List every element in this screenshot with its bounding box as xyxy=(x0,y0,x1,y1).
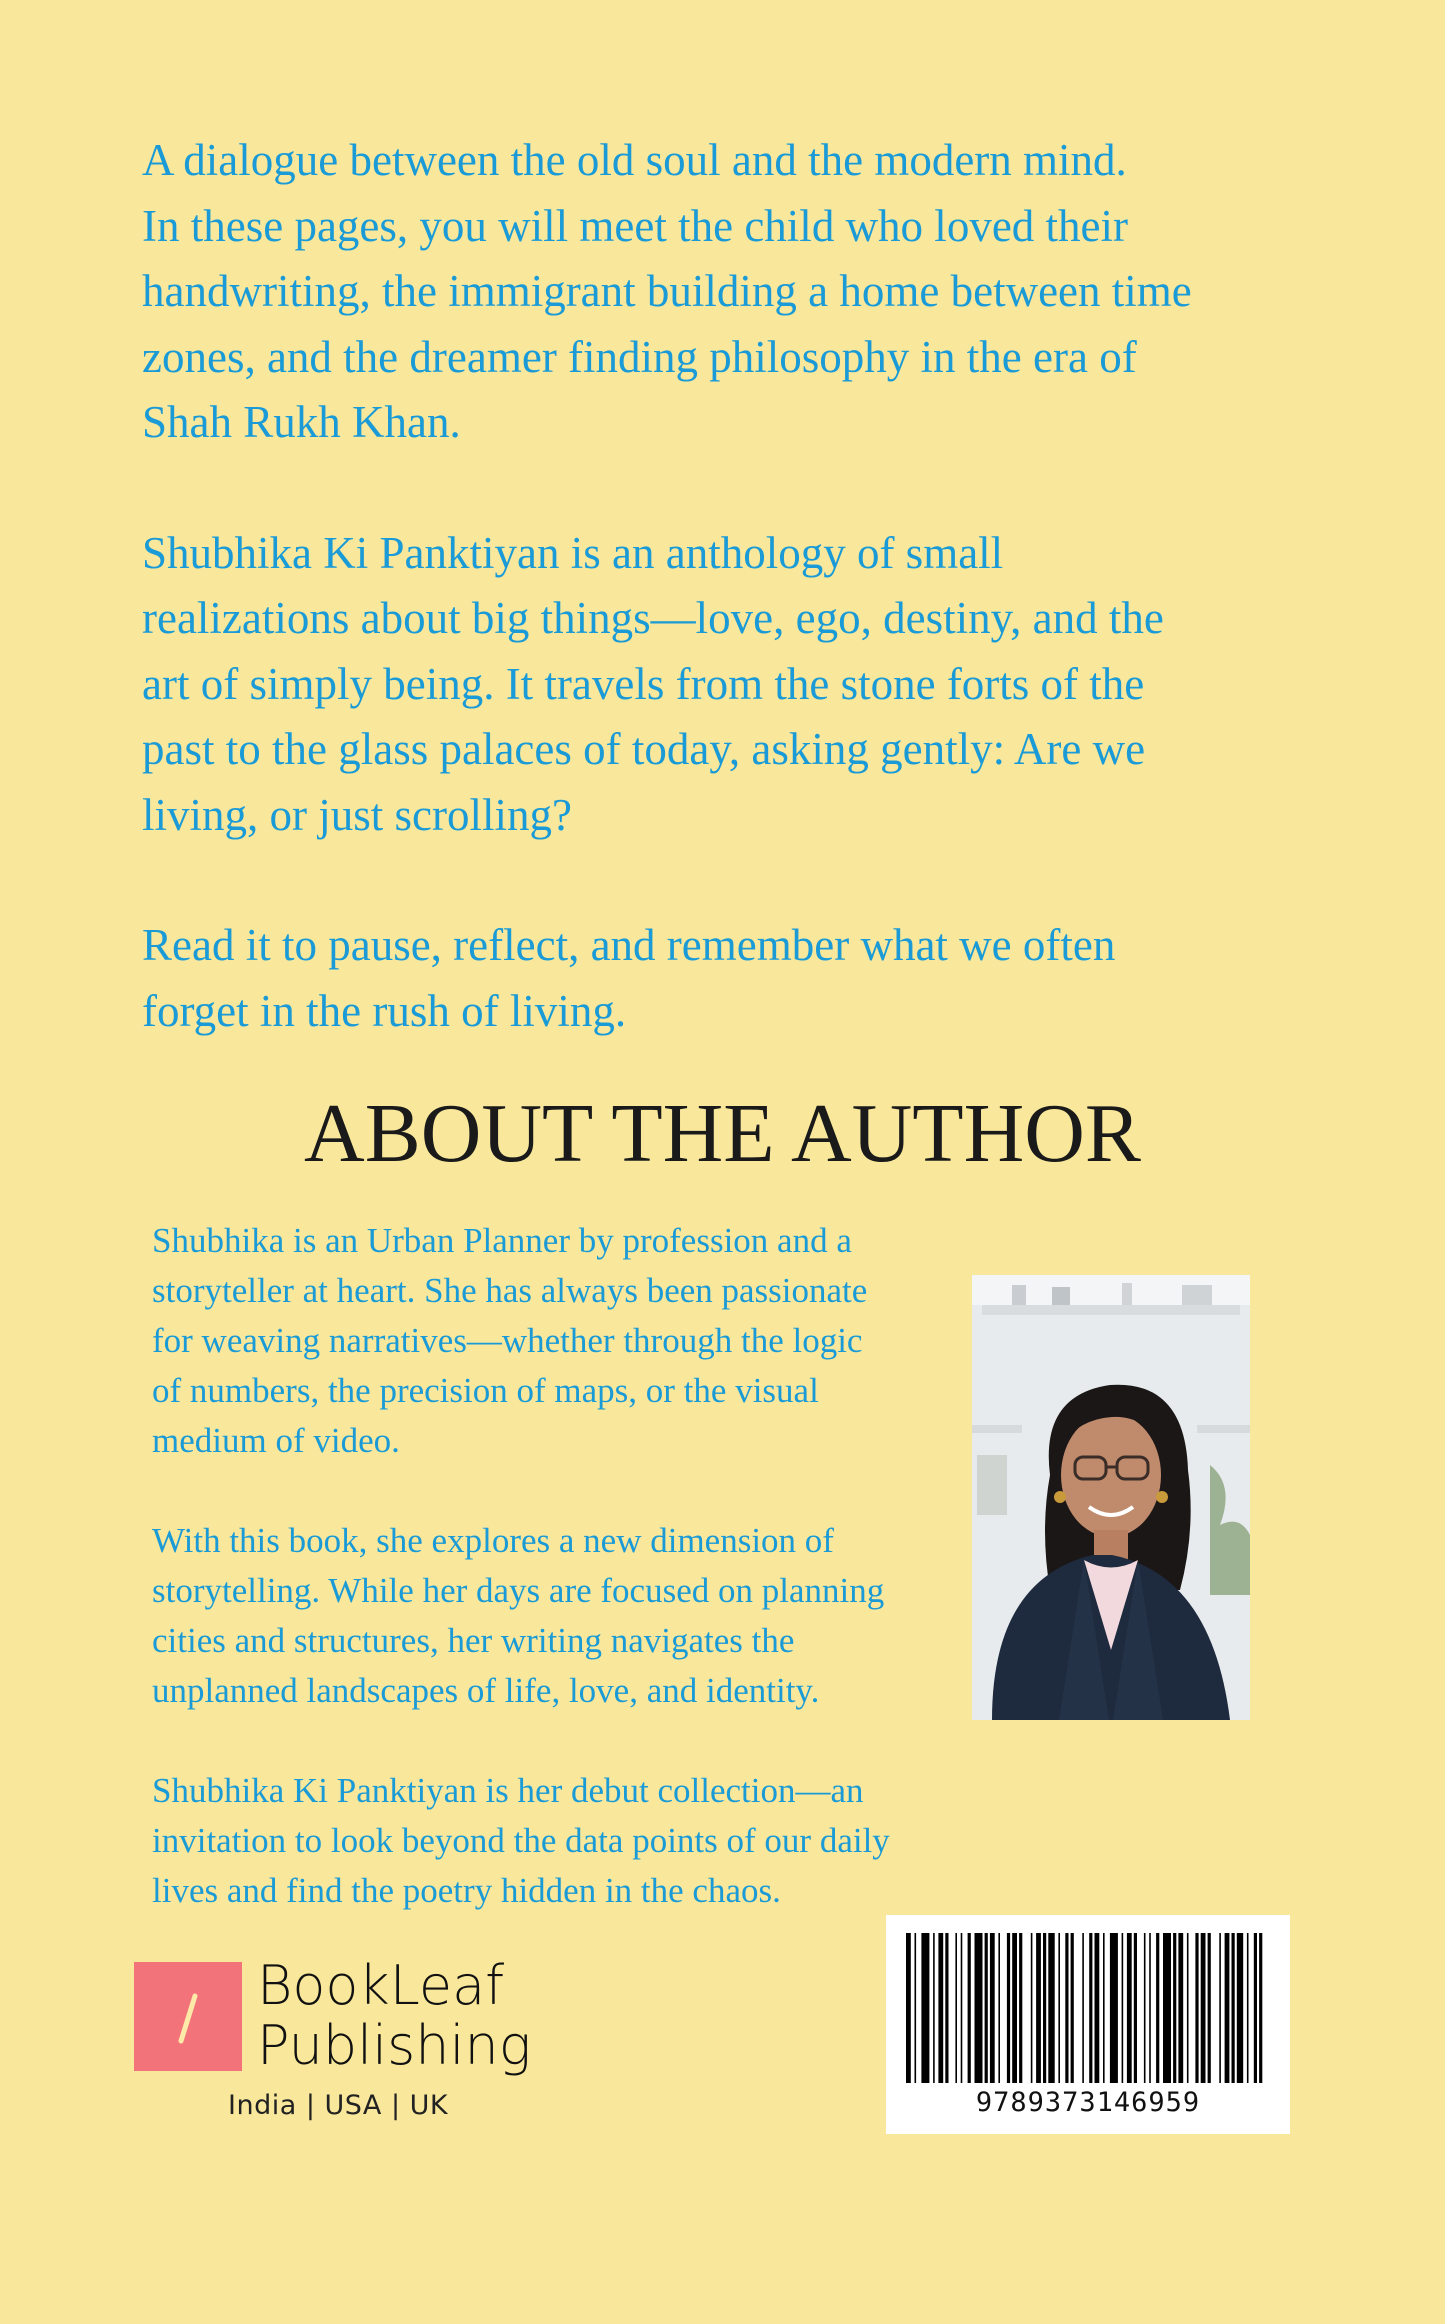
barcode-bar xyxy=(1019,1933,1022,2083)
barcode-bar xyxy=(990,1933,995,2083)
barcode-bar xyxy=(1195,1933,1198,2083)
bio-line: storytelling. While her days are focused on planning xyxy=(152,1571,885,1610)
barcode-bar xyxy=(1122,1933,1124,2083)
author-portrait-image xyxy=(972,1275,1250,1720)
barcode-bar xyxy=(945,1933,948,2083)
blurb-line: realizations about big things—love, ego, destiny, and the xyxy=(142,593,1164,643)
bio-paragraph-3 xyxy=(152,1766,972,1916)
slash-icon xyxy=(134,1962,242,2071)
barcode-bar xyxy=(1103,1933,1105,2083)
barcode-bar xyxy=(1036,1933,1041,2083)
author-bio xyxy=(152,1216,972,1966)
blurb-paragraph-1 xyxy=(142,128,1342,456)
blurb-paragraph-3 xyxy=(142,913,1342,1044)
blurb-line: A dialogue between the old soul and the modern mind. xyxy=(142,135,1127,185)
back-cover-blurb xyxy=(142,128,1342,1109)
bio-line: Shubhika is an Urban Planner by profession and a xyxy=(152,1221,852,1260)
barcode-bar xyxy=(1089,1933,1092,2083)
bio-paragraph-1 xyxy=(152,1216,972,1466)
barcode-bar xyxy=(1173,1933,1176,2083)
blurb-paragraph-2 xyxy=(142,521,1342,849)
barcode-bar xyxy=(998,1933,1000,2083)
bio-line: lives and find the poetry hidden in the chaos. xyxy=(152,1871,781,1910)
barcode-bar xyxy=(1012,1933,1017,2083)
barcode-bar xyxy=(1187,1933,1189,2083)
barcode-bar xyxy=(955,1933,957,2083)
barcode-bar xyxy=(933,1933,935,2083)
barcode-bar xyxy=(1163,1933,1171,2083)
blurb-line: Shah Rukh Khan. xyxy=(142,397,461,447)
publisher-name xyxy=(257,1956,531,2076)
barcode-bar xyxy=(906,1933,911,2083)
isbn-number: 9789373146959 xyxy=(975,2087,1201,2118)
barcode-bar xyxy=(1201,1933,1206,2083)
barcode-bar xyxy=(1232,1933,1235,2083)
barcode-bar xyxy=(1058,1933,1060,2083)
barcode-bar xyxy=(1144,1933,1146,2083)
barcode-bar xyxy=(1219,1933,1221,2083)
blurb-line: forget in the rush of living. xyxy=(142,985,627,1036)
blurb-line: zones, and the dreamer finding philosophy in the era of xyxy=(142,331,1137,382)
blurb-line: Read it to pause, reflect, and remember what we often xyxy=(142,920,1116,970)
barcode-bar xyxy=(1259,1933,1262,2083)
blurb-line: past to the glass palaces of today, asking gently: Are we xyxy=(142,724,1146,774)
barcode-bar xyxy=(921,1933,929,2083)
barcode-icon xyxy=(902,1933,1274,2083)
blurb-line: In these pages, you will meet the child who loved their xyxy=(142,200,1129,251)
bookleaf-logo-mark xyxy=(134,1962,242,2071)
barcode-bar xyxy=(1178,1933,1183,2083)
barcode-bar xyxy=(1007,1933,1010,2083)
barcode-bar xyxy=(1071,1933,1074,2083)
barcode-bar xyxy=(1043,1933,1046,2083)
bio-line: cities and structures, her writing navigates the xyxy=(152,1621,795,1660)
bio-line: medium of video. xyxy=(152,1421,400,1460)
barcode-bar xyxy=(1208,1933,1211,2083)
barcode-bar xyxy=(961,1933,963,2083)
barcode-bar xyxy=(975,1933,983,2083)
bio-line: With this book, she explores a new dimension of xyxy=(152,1521,834,1560)
barcode-bar xyxy=(915,1933,917,2083)
barcode-bar xyxy=(1247,1933,1249,2083)
barcode-bar xyxy=(1225,1933,1230,2083)
barcode-bar xyxy=(1031,1933,1033,2083)
bio-paragraph-2 xyxy=(152,1516,972,1716)
bio-line: for weaving narratives—whether through the logic xyxy=(152,1321,863,1360)
publisher-regions: India | USA | UK xyxy=(228,2090,449,2121)
publisher-name-line-2: Publishing xyxy=(257,2014,532,2077)
blurb-line: living, or just scrolling? xyxy=(142,789,572,840)
blurb-line: handwriting, the immigrant building a home between time xyxy=(142,266,1192,316)
barcode-bar xyxy=(1065,1933,1068,2083)
barcode-bar xyxy=(1237,1933,1243,2083)
barcode-bar xyxy=(968,1933,971,2083)
barcode-bar xyxy=(938,1933,943,2083)
barcode-bar xyxy=(1048,1933,1054,2083)
blurb-line: Shubhika Ki Panktiyan is an anthology of small xyxy=(142,527,1004,578)
barcode-bar xyxy=(1095,1933,1100,2083)
isbn-barcode xyxy=(886,1915,1290,2134)
bio-line: storyteller at heart. She has always been passionate xyxy=(152,1271,868,1310)
barcode-bar xyxy=(1110,1933,1118,2083)
barcode-bar xyxy=(1082,1933,1084,2083)
bio-line: unplanned landscapes of life, love, and identity. xyxy=(152,1671,820,1710)
bio-line: invitation to look beyond the data points of our daily xyxy=(152,1821,890,1860)
barcode-bar xyxy=(1134,1933,1137,2083)
about-the-author-heading: ABOUT THE AUTHOR xyxy=(304,1087,1141,1180)
barcode-bar xyxy=(1149,1933,1151,2083)
author-photo xyxy=(972,1275,1250,1720)
barcode-bar xyxy=(1254,1933,1257,2083)
barcode-bar xyxy=(1127,1933,1132,2083)
bio-line: of numbers, the precision of maps, or the visual xyxy=(152,1371,819,1410)
publisher-name-line-1: BookLeaf xyxy=(257,1954,505,2017)
bio-line: Shubhika Ki Panktiyan is her debut collection—an xyxy=(152,1771,864,1810)
barcode-bar xyxy=(1156,1933,1159,2083)
blurb-line: art of simply being. It travels from the stone forts of the xyxy=(142,658,1145,709)
barcode-bar xyxy=(985,1933,988,2083)
